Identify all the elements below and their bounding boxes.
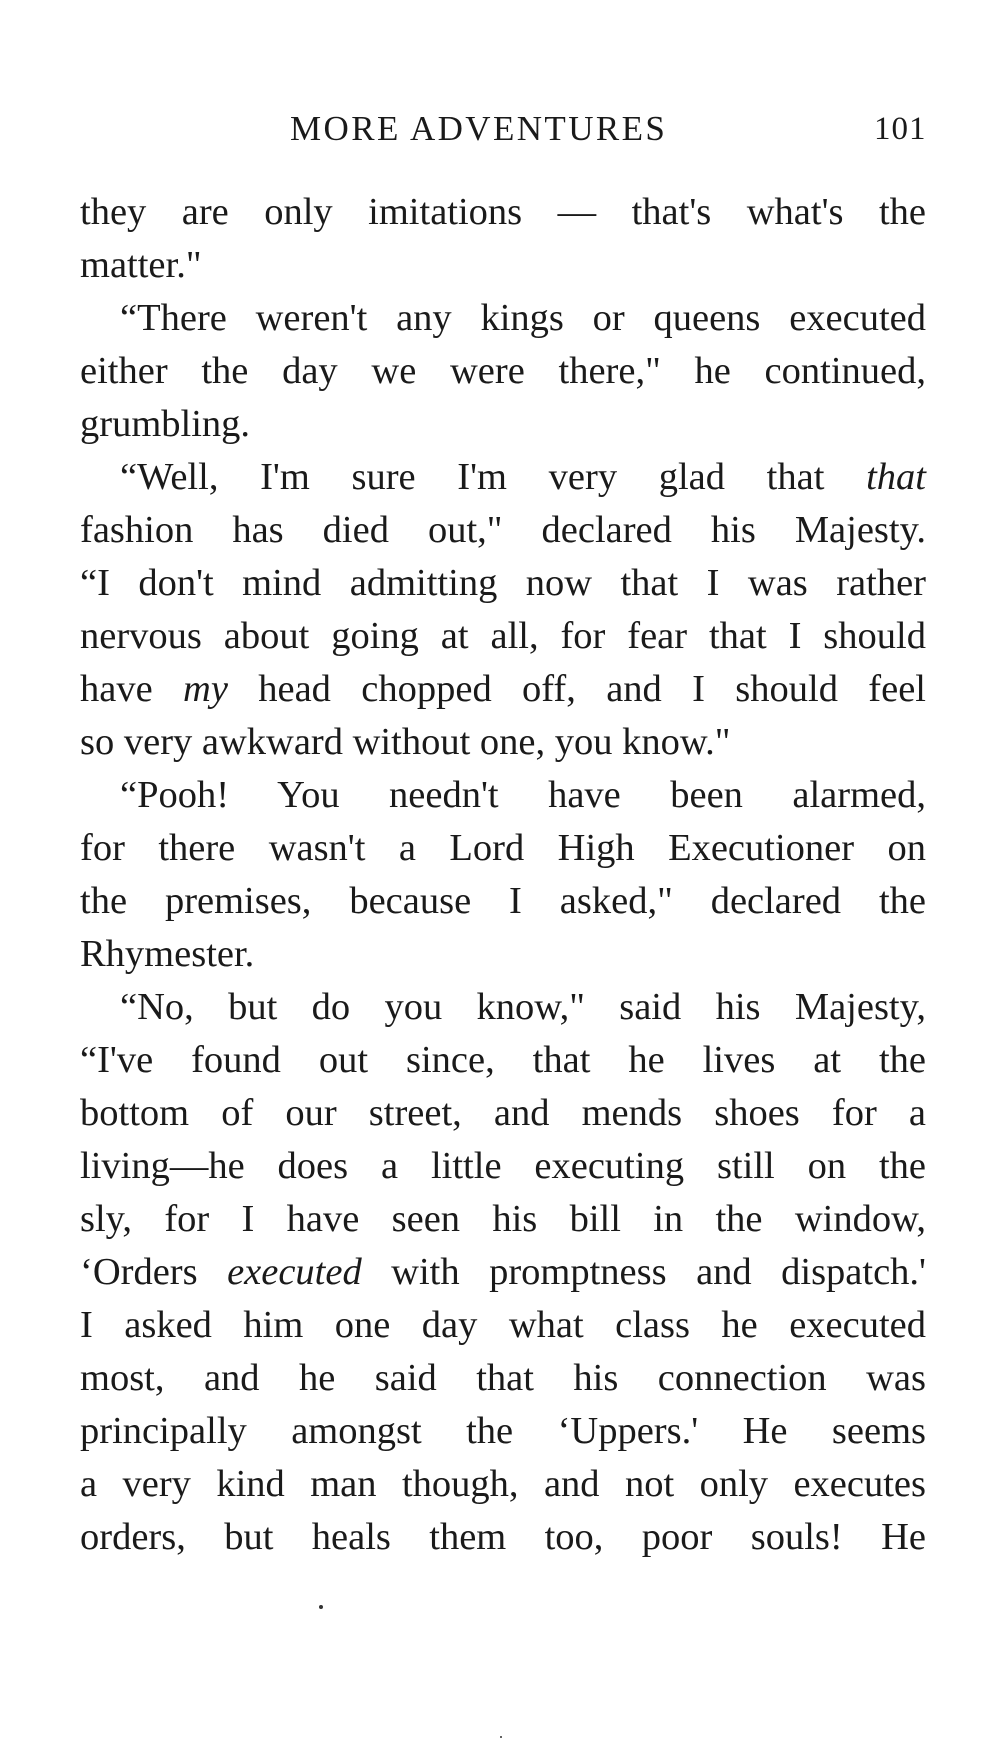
text-line (80, 1405, 926, 1458)
text-line (80, 663, 926, 716)
text-segment: “There weren't any kings or queens executed (120, 297, 926, 339)
italic-text: executed (227, 1251, 362, 1293)
text-segment: “No, but do you know," said his Majesty, (120, 986, 926, 1028)
text-segment: have (80, 668, 184, 710)
text-segment: the premises, because I asked," declared the (80, 880, 926, 922)
italic-text: my (183, 668, 228, 710)
text-line (80, 981, 926, 1034)
running-title: MORE ADVENTURES (290, 109, 668, 148)
text-line (80, 504, 926, 557)
text-segment: either the day we were there," he continued, (80, 350, 926, 392)
text-line (80, 1458, 926, 1511)
text-line (80, 1034, 926, 1087)
text-segment: grumbling. (80, 403, 251, 445)
text-segment: ‘Orders (80, 1251, 228, 1293)
text-segment: “I've found out since, that he lives at the (80, 1039, 926, 1081)
text-segment: “Well, I'm sure I'm very glad that (120, 456, 867, 498)
text-segment: bottom of our street, and mends shoes for a (80, 1092, 926, 1134)
ink-speck (319, 1605, 323, 1609)
text-line (80, 1511, 926, 1564)
text-segment: sly, for I have seen his bill in the window, (80, 1198, 926, 1240)
text-line (80, 769, 926, 822)
text-line (80, 398, 926, 451)
text-line (80, 1140, 926, 1193)
body-text (80, 186, 926, 1564)
text-line (80, 1299, 926, 1352)
page-number: 101 (874, 111, 927, 147)
text-line (80, 610, 926, 663)
text-segment: I asked him one day what class he executed (80, 1304, 926, 1346)
text-line (80, 1087, 926, 1140)
text-line (80, 716, 926, 769)
text-segment: head chopped off, and I should feel (227, 668, 926, 710)
text-segment: principally amongst the ‘Uppers.' He seems (80, 1410, 926, 1452)
text-segment: nervous about going at all, for fear that I should (80, 615, 926, 657)
text-segment: “I don't mind admitting now that I was rather (80, 562, 926, 604)
text-segment: Rhymester. (80, 933, 255, 975)
text-segment: with promptness and dispatch.' (361, 1251, 926, 1293)
text-line (80, 451, 926, 504)
text-line (80, 345, 926, 398)
text-segment: for there wasn't a Lord High Executioner on (80, 827, 926, 869)
text-line (80, 1352, 926, 1405)
text-segment: most, and he said that his connection was (80, 1357, 926, 1399)
italic-text: that (866, 456, 926, 498)
ink-speck (500, 1736, 502, 1738)
text-line (80, 875, 926, 928)
text-line (80, 292, 926, 345)
text-line (80, 928, 926, 981)
text-line (80, 1193, 926, 1246)
text-line (80, 557, 926, 610)
text-segment: orders, but heals them too, poor souls! He (80, 1516, 926, 1558)
text-segment: a very kind man though, and not only executes (80, 1463, 926, 1505)
text-segment: matter." (80, 244, 202, 286)
text-line (80, 1246, 926, 1299)
text-line (80, 186, 926, 239)
text-line (80, 239, 926, 292)
text-segment: they are only imitations — that's what's the (80, 191, 926, 233)
text-segment: “Pooh! You needn't have been alarmed, (120, 774, 926, 816)
text-segment: so very awkward without one, you know." (80, 721, 731, 763)
running-head (0, 104, 997, 154)
text-segment: fashion has died out," declared his Majesty. (80, 509, 926, 551)
text-line (80, 822, 926, 875)
text-segment: living—he does a little executing still on the (80, 1145, 926, 1187)
